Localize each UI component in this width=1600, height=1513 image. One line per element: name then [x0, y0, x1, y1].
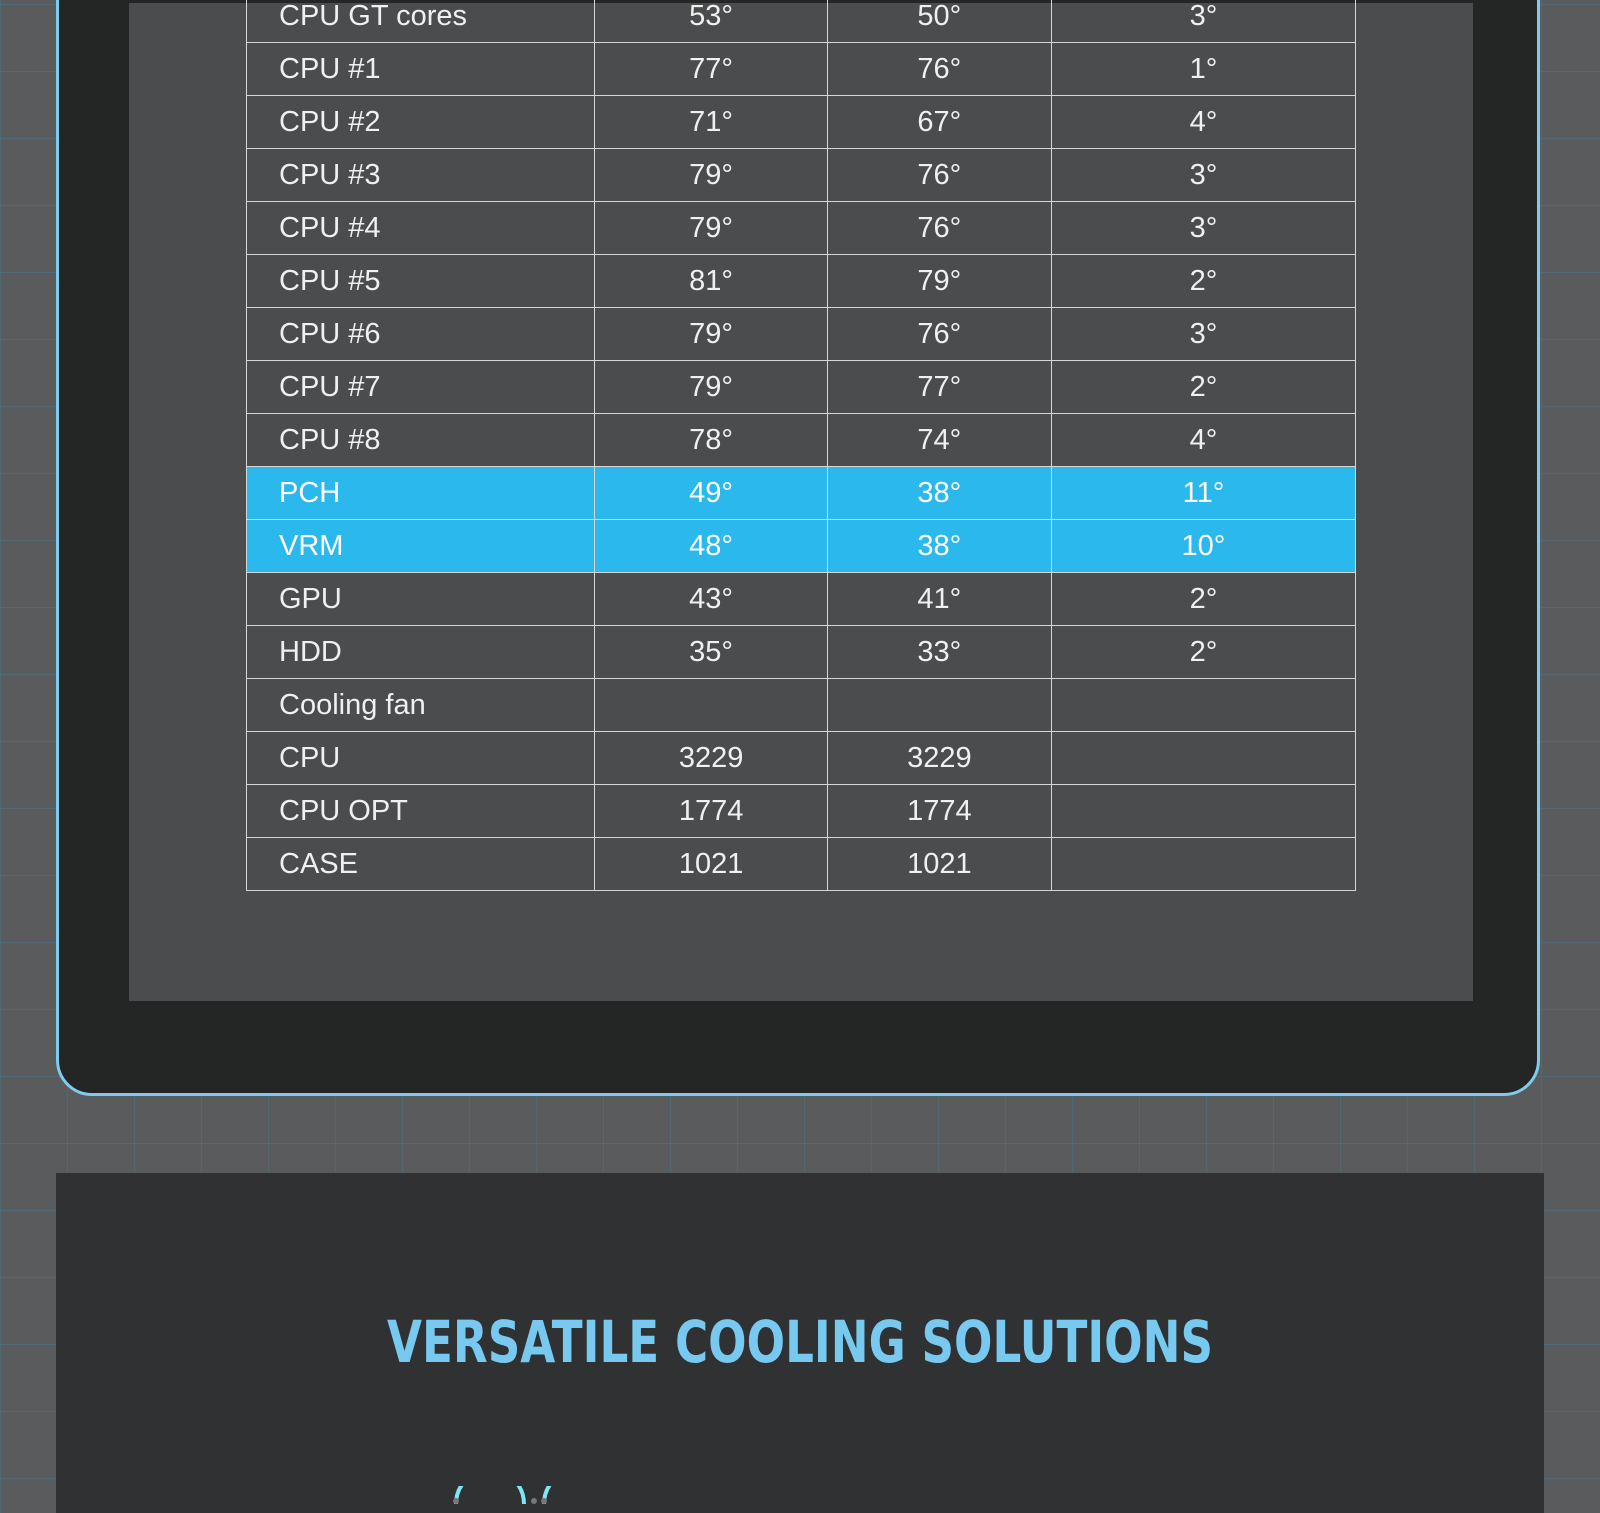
value-cell: 77°	[595, 43, 827, 96]
table-row	[247, 308, 1356, 361]
row-label: CPU #5	[247, 255, 595, 308]
value-cell: 77°	[827, 361, 1051, 414]
value-cell: 41°	[827, 573, 1051, 626]
row-label: CPU #2	[247, 96, 595, 149]
cooling-fans-icon	[396, 1486, 596, 1506]
row-label: HDD	[247, 626, 595, 679]
difference-cell	[1051, 732, 1355, 785]
value-cell: 33°	[827, 626, 1051, 679]
table-row	[247, 785, 1356, 838]
value-cell: 1774	[827, 785, 1051, 838]
table-row	[247, 202, 1356, 255]
value-cell: 78°	[595, 414, 827, 467]
value-cell: 1021	[595, 838, 827, 891]
value-cell: 79°	[827, 255, 1051, 308]
value-cell: 76°	[827, 43, 1051, 96]
table-row	[247, 467, 1356, 520]
difference-cell: 4°	[1051, 96, 1355, 149]
value-cell: 79°	[595, 149, 827, 202]
difference-cell: 4°	[1051, 414, 1355, 467]
value-cell: 81°	[595, 255, 827, 308]
row-label: CPU #1	[247, 43, 595, 96]
table-row	[247, 414, 1356, 467]
table-row	[247, 361, 1356, 414]
difference-cell	[1051, 785, 1355, 838]
value-cell: 3229	[827, 732, 1051, 785]
row-label: CPU #4	[247, 202, 595, 255]
value-cell: 38°	[827, 467, 1051, 520]
difference-cell: 10°	[1051, 520, 1355, 573]
difference-cell: 2°	[1051, 361, 1355, 414]
difference-cell: 3°	[1051, 149, 1355, 202]
row-label: PCH	[247, 467, 595, 520]
value-cell: 50°	[827, 0, 1051, 43]
table-row	[247, 520, 1356, 573]
difference-cell	[1051, 838, 1355, 891]
monitor-screen	[129, 0, 1473, 1001]
row-label: CPU #7	[247, 361, 595, 414]
value-cell: 1774	[595, 785, 827, 838]
value-cell: 35°	[595, 626, 827, 679]
monitor-frame	[56, 0, 1540, 1096]
value-cell: 48°	[595, 520, 827, 573]
table-row	[247, 679, 1356, 732]
difference-cell: 11°	[1051, 467, 1355, 520]
table-row	[247, 573, 1356, 626]
value-cell: 71°	[595, 96, 827, 149]
row-label: CPU GT cores	[247, 0, 595, 43]
value-cell: 53°	[595, 0, 827, 43]
value-cell: 76°	[827, 202, 1051, 255]
table-row	[247, 732, 1356, 785]
table-row	[247, 149, 1356, 202]
difference-cell: 2°	[1051, 626, 1355, 679]
row-label: Cooling fan	[247, 679, 595, 732]
value-cell: 79°	[595, 361, 827, 414]
difference-cell: 3°	[1051, 0, 1355, 43]
temperature-table-body	[247, 0, 1356, 891]
row-label: CPU #6	[247, 308, 595, 361]
table-row	[247, 43, 1356, 96]
value-cell	[827, 679, 1051, 732]
difference-cell	[1051, 679, 1355, 732]
value-cell: 67°	[827, 96, 1051, 149]
value-cell: 74°	[827, 414, 1051, 467]
cooling-solutions-section	[56, 1173, 1544, 1513]
value-cell: 1021	[827, 838, 1051, 891]
row-label: CPU	[247, 732, 595, 785]
value-cell: 49°	[595, 467, 827, 520]
table-row	[247, 838, 1356, 891]
row-label: CPU #8	[247, 414, 595, 467]
value-cell: 3229	[595, 732, 827, 785]
difference-cell: 3°	[1051, 308, 1355, 361]
difference-cell: 2°	[1051, 573, 1355, 626]
value-cell: 43°	[595, 573, 827, 626]
table-row	[247, 626, 1356, 679]
section-title: VERSATILE COOLING SOLUTIONS	[386, 1308, 1214, 1376]
row-label: CASE	[247, 838, 595, 891]
difference-cell: 2°	[1051, 255, 1355, 308]
table-row	[247, 0, 1356, 43]
row-label: VRM	[247, 520, 595, 573]
value-cell: 79°	[595, 202, 827, 255]
value-cell: 79°	[595, 308, 827, 361]
value-cell	[595, 679, 827, 732]
table-row	[247, 255, 1356, 308]
row-label: GPU	[247, 573, 595, 626]
value-cell: 76°	[827, 149, 1051, 202]
difference-cell: 3°	[1051, 202, 1355, 255]
row-label: CPU OPT	[247, 785, 595, 838]
table-row	[247, 96, 1356, 149]
temperature-table	[246, 0, 1356, 891]
row-label: CPU #3	[247, 149, 595, 202]
difference-cell: 1°	[1051, 43, 1355, 96]
value-cell: 38°	[827, 520, 1051, 573]
value-cell: 76°	[827, 308, 1051, 361]
